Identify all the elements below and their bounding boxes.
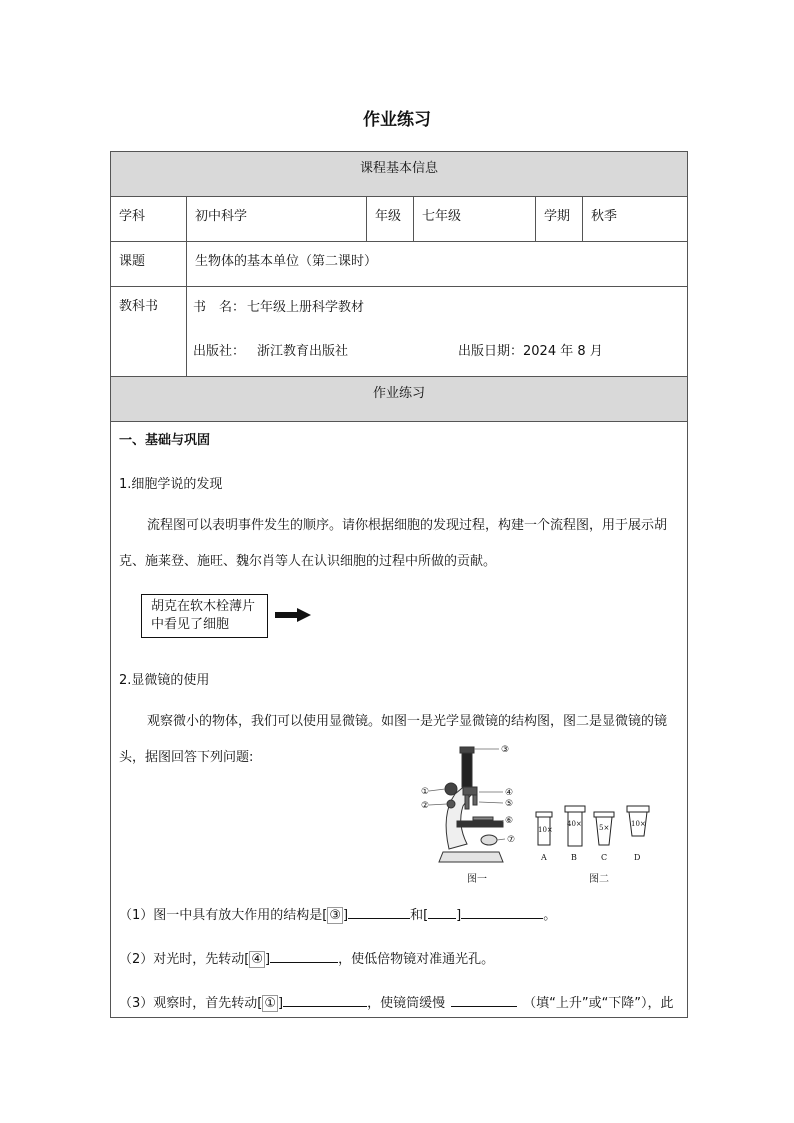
lens-d-letter: D [634,853,641,862]
answer-blank-1c[interactable] [461,906,543,919]
answer-blank-3a[interactable] [283,994,367,1007]
textbook-row [111,287,687,377]
fig1-caption: 图一 [467,874,487,885]
answer-blank-1a[interactable] [348,906,410,919]
textbook-details [187,287,687,376]
flowchart-box: 胡克在软木栓薄片中看见了细胞 [141,594,268,638]
worksheet-table [110,151,688,1018]
part-label-6: ⑥ [505,816,514,826]
part-label-7: ⑦ [507,835,516,845]
part-label-5: ⑤ [505,799,514,809]
part-label-3: ③ [501,745,510,755]
term-value: 秋季 [591,209,618,224]
fig2-caption: 图二 [589,874,609,885]
book-name-value: 七年级上册科学教材 [247,300,365,315]
flowchart-arrow-icon [275,608,311,622]
course-info-header [111,152,687,197]
pubdate-value: 2024 年 8 月 [523,344,603,359]
lens-a-letter: A [541,853,547,862]
part1-heading: 一、基础与巩固 [119,433,211,448]
subject-value: 初中科学 [187,197,367,241]
answer-blank-1b[interactable] [428,906,456,919]
microscope-figure [411,744,673,896]
q2-heading: 2.显微镜的使用 [119,673,210,688]
publisher-value: 浙江教育出版社 [257,344,349,359]
course-info-header-text: 课程基本信息 [359,161,438,176]
lens-c-mag: 5× [599,824,610,832]
subject-label: 学科 [111,197,187,241]
sub2-ref: ④ [251,952,263,967]
book-name-label: 书 名： [193,300,246,315]
topic-row [111,242,687,287]
lens-c-letter: C [601,853,608,862]
page-title: 作业练习 [363,110,431,130]
lens-b-mag: 40× [567,820,582,828]
term-label: 学期 [536,197,583,241]
part-label-1: ① [421,787,430,797]
textbook-label: 教科书 [111,287,187,376]
part-label-4: ④ [505,788,514,798]
sub-question-2: （2）对光时，先转动[ ④ ] ，使低倍物镜对准通光孔。 [119,952,495,967]
topic-value: 生物体的基本单位（第二课时） [195,254,378,269]
q2-paragraph: 观察微小的物体，我们可以使用显微镜。如图一是光学显微镜的结构图，图二是显微镜的镜头，据图回答下列问题: [119,714,668,765]
topic-label: 课题 [111,242,187,286]
exercise-header-text: 作业练习 [372,386,425,401]
sub3-ref: ① [264,996,276,1011]
exercise-header [111,377,687,422]
publisher-label: 出版社： [193,344,246,359]
grade-label: 年级 [367,197,414,241]
microscope-drawing [439,747,503,862]
subject-row [111,197,687,242]
sub1-ref: ③ [329,908,341,923]
answer-blank-2a[interactable] [270,950,338,963]
q1-paragraph: 流程图可以表明事件发生的顺序。请你根据细胞的发现过程，构建一个流程图，用于展示胡克、施莱登、施旺、魏尔肖等人在认识细胞的过程中所做的贡献。 [119,518,668,569]
answer-blank-3b[interactable] [451,994,517,1007]
sub-question-1: （1）图一中具有放大作用的结构是[ ③ ] 和[ ] 。 [119,908,557,923]
lens-a-mag: 10× [538,826,553,834]
pubdate-label: 出版日期： [458,344,524,359]
lens-d-mag: 10× [631,820,646,828]
grade-value: 七年级 [414,197,536,241]
lens-b-letter: B [571,853,577,862]
sub-question-3: （3）观察时，首先转动[ ① ] ，使镜筒缓慢 （填“上升”或“下降”），此 [119,996,674,1011]
q1-heading: 1.细胞学说的发现 [119,477,223,492]
part-label-2: ② [421,801,430,811]
